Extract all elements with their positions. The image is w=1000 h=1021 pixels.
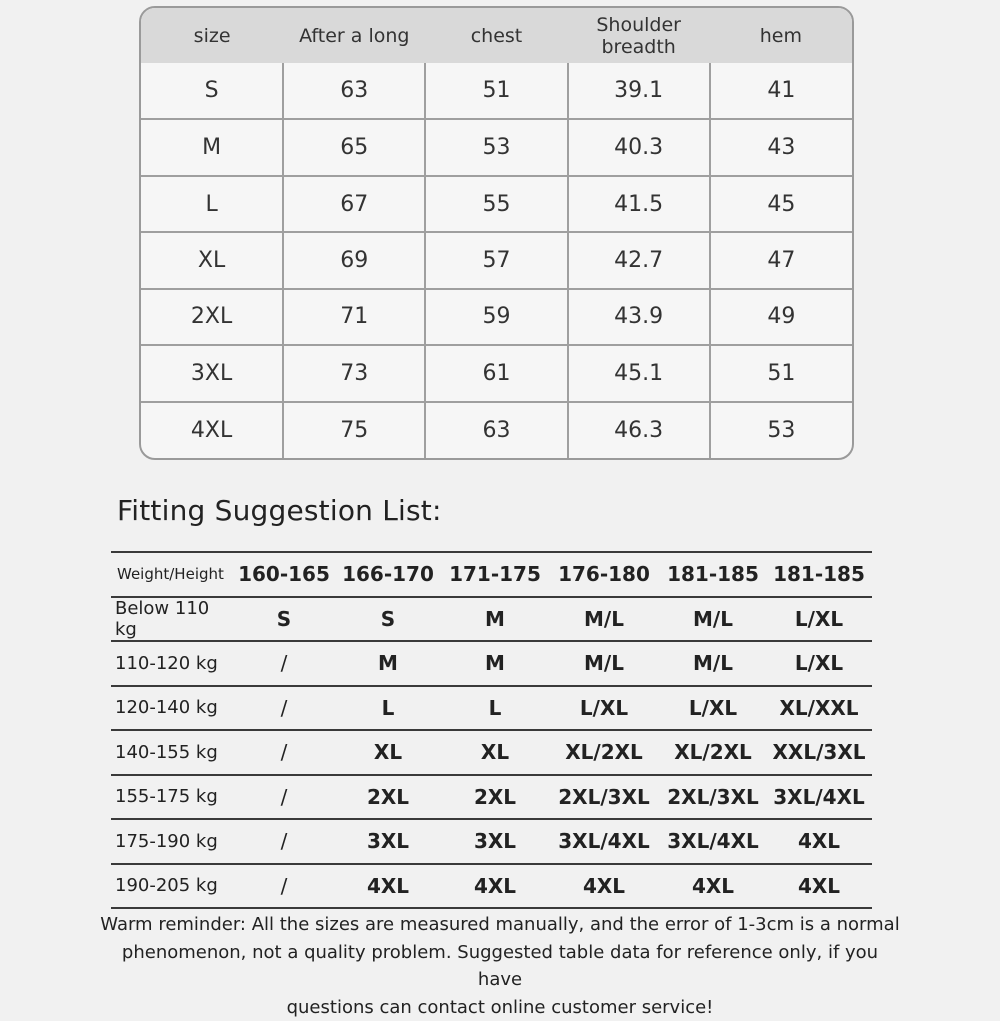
shoulder-cell: 45.1 bbox=[568, 345, 710, 401]
height-header: 171-175 bbox=[442, 552, 548, 597]
size-suggestion: 2XL bbox=[334, 775, 442, 820]
size-cell: S bbox=[141, 63, 283, 119]
size-cell: XL bbox=[141, 232, 283, 288]
size-suggestion: M bbox=[442, 597, 548, 642]
size-suggestion: XXL/3XL bbox=[766, 730, 872, 775]
fitting-row bbox=[111, 775, 872, 820]
length-cell: 75 bbox=[283, 402, 425, 458]
size-suggestion: 4XL bbox=[442, 864, 548, 909]
warm-reminder bbox=[100, 911, 900, 1021]
shoulder-cell: 43.9 bbox=[568, 289, 710, 345]
height-header: 166-170 bbox=[334, 552, 442, 597]
size-suggestion: M/L bbox=[660, 641, 766, 686]
size-row bbox=[141, 402, 852, 458]
reminder-line-3: questions can contact online customer service! bbox=[286, 996, 714, 1018]
fitting-row bbox=[111, 864, 872, 909]
size-suggestion: 3XL bbox=[442, 819, 548, 864]
size-suggestion: M/L bbox=[660, 597, 766, 642]
size-suggestion: L bbox=[334, 686, 442, 731]
hem-cell: 41 bbox=[710, 63, 852, 119]
hem-cell: 49 bbox=[710, 289, 852, 345]
size-chart bbox=[139, 6, 854, 460]
size-row bbox=[141, 176, 852, 232]
size-suggestion: 4XL bbox=[766, 819, 872, 864]
hem-cell: 43 bbox=[710, 119, 852, 175]
size-suggestion: M bbox=[442, 641, 548, 686]
header-shoulder-breadth: Shoulder breadth bbox=[596, 13, 681, 58]
size-suggestion: 4XL bbox=[548, 864, 660, 909]
size-suggestion: S bbox=[334, 597, 442, 642]
weight-label: 190-205 kg bbox=[111, 864, 234, 909]
size-chart-table bbox=[141, 8, 852, 458]
chest-cell: 59 bbox=[425, 289, 567, 345]
size-suggestion: 4XL bbox=[334, 864, 442, 909]
size-row bbox=[141, 345, 852, 401]
size-suggestion: 3XL/4XL bbox=[660, 819, 766, 864]
height-header: 160-165 bbox=[234, 552, 334, 597]
hem-cell: 45 bbox=[710, 176, 852, 232]
height-header: 176-180 bbox=[548, 552, 660, 597]
fitting-row bbox=[111, 819, 872, 864]
weight-height-label: Weight/Height bbox=[111, 552, 234, 597]
header-chest: chest bbox=[470, 24, 523, 47]
height-header: 181-185 bbox=[766, 552, 872, 597]
size-suggestion: S bbox=[234, 597, 334, 642]
size-suggestion: L/XL bbox=[766, 641, 872, 686]
size-suggestion: / bbox=[234, 775, 334, 820]
hem-cell: 47 bbox=[710, 232, 852, 288]
size-suggestion: XL bbox=[442, 730, 548, 775]
chest-cell: 57 bbox=[425, 232, 567, 288]
size-row bbox=[141, 119, 852, 175]
shoulder-cell: 39.1 bbox=[568, 63, 710, 119]
fitting-row bbox=[111, 641, 872, 686]
size-suggestion: M/L bbox=[548, 641, 660, 686]
weight-label: 110-120 kg bbox=[111, 641, 234, 686]
size-cell: M bbox=[141, 119, 283, 175]
size-suggestion: XL/2XL bbox=[660, 730, 766, 775]
size-suggestion: 3XL/4XL bbox=[548, 819, 660, 864]
shoulder-cell: 42.7 bbox=[568, 232, 710, 288]
size-suggestion: XL/2XL bbox=[548, 730, 660, 775]
size-suggestion: XL bbox=[334, 730, 442, 775]
header-length: After a long bbox=[299, 24, 410, 47]
shoulder-cell: 46.3 bbox=[568, 402, 710, 458]
size-suggestion: L/XL bbox=[660, 686, 766, 731]
header-size: size bbox=[193, 24, 231, 47]
reminder-line-2: phenomenon, not a quality problem. Suggested table data for reference only, if you have bbox=[121, 941, 879, 990]
size-suggestion: 4XL bbox=[766, 864, 872, 909]
fitting-title: Fitting Suggestion List: bbox=[117, 494, 442, 527]
fitting-table bbox=[111, 551, 872, 909]
length-cell: 71 bbox=[283, 289, 425, 345]
size-row bbox=[141, 289, 852, 345]
size-cell: 4XL bbox=[141, 402, 283, 458]
length-cell: 67 bbox=[283, 176, 425, 232]
chest-cell: 63 bbox=[425, 402, 567, 458]
size-suggestion: L/XL bbox=[766, 597, 872, 642]
weight-label: 175-190 kg bbox=[111, 819, 234, 864]
chest-cell: 61 bbox=[425, 345, 567, 401]
chest-cell: 55 bbox=[425, 176, 567, 232]
length-cell: 63 bbox=[283, 63, 425, 119]
hem-cell: 53 bbox=[710, 402, 852, 458]
size-suggestion: / bbox=[234, 641, 334, 686]
shoulder-cell: 40.3 bbox=[568, 119, 710, 175]
size-cell: 3XL bbox=[141, 345, 283, 401]
length-cell: 73 bbox=[283, 345, 425, 401]
size-suggestion: 2XL/3XL bbox=[660, 775, 766, 820]
chest-cell: 53 bbox=[425, 119, 567, 175]
size-suggestion: L bbox=[442, 686, 548, 731]
size-suggestion: / bbox=[234, 686, 334, 731]
size-suggestion: L/XL bbox=[548, 686, 660, 731]
reminder-line-1: Warm reminder: All the sizes are measured manually, and the error of 1-3cm is a normal bbox=[100, 914, 900, 935]
size-suggestion: / bbox=[234, 730, 334, 775]
length-cell: 69 bbox=[283, 232, 425, 288]
size-suggestion: / bbox=[234, 819, 334, 864]
size-suggestion: M/L bbox=[548, 597, 660, 642]
weight-label: 155-175 kg bbox=[111, 775, 234, 820]
size-cell: L bbox=[141, 176, 283, 232]
size-suggestion: / bbox=[234, 864, 334, 909]
fitting-row bbox=[111, 597, 872, 642]
size-suggestion: M bbox=[334, 641, 442, 686]
size-suggestion: 2XL bbox=[442, 775, 548, 820]
size-row bbox=[141, 232, 852, 288]
size-row bbox=[141, 63, 852, 119]
shoulder-cell: 41.5 bbox=[568, 176, 710, 232]
hem-cell: 51 bbox=[710, 345, 852, 401]
height-header: 181-185 bbox=[660, 552, 766, 597]
size-chart-header-row bbox=[141, 8, 852, 63]
fitting-header-row bbox=[111, 552, 872, 597]
fitting-row bbox=[111, 730, 872, 775]
size-suggestion: 4XL bbox=[660, 864, 766, 909]
header-hem: hem bbox=[759, 24, 802, 47]
size-suggestion: 3XL bbox=[334, 819, 442, 864]
weight-label: 120-140 kg bbox=[111, 686, 234, 731]
size-suggestion: XL/XXL bbox=[766, 686, 872, 731]
fitting-row bbox=[111, 686, 872, 731]
size-suggestion: 2XL/3XL bbox=[548, 775, 660, 820]
chest-cell: 51 bbox=[425, 63, 567, 119]
size-suggestion: 3XL/4XL bbox=[766, 775, 872, 820]
size-cell: 2XL bbox=[141, 289, 283, 345]
weight-label: Below 110 kg bbox=[111, 597, 234, 642]
weight-label: 140-155 kg bbox=[111, 730, 234, 775]
length-cell: 65 bbox=[283, 119, 425, 175]
